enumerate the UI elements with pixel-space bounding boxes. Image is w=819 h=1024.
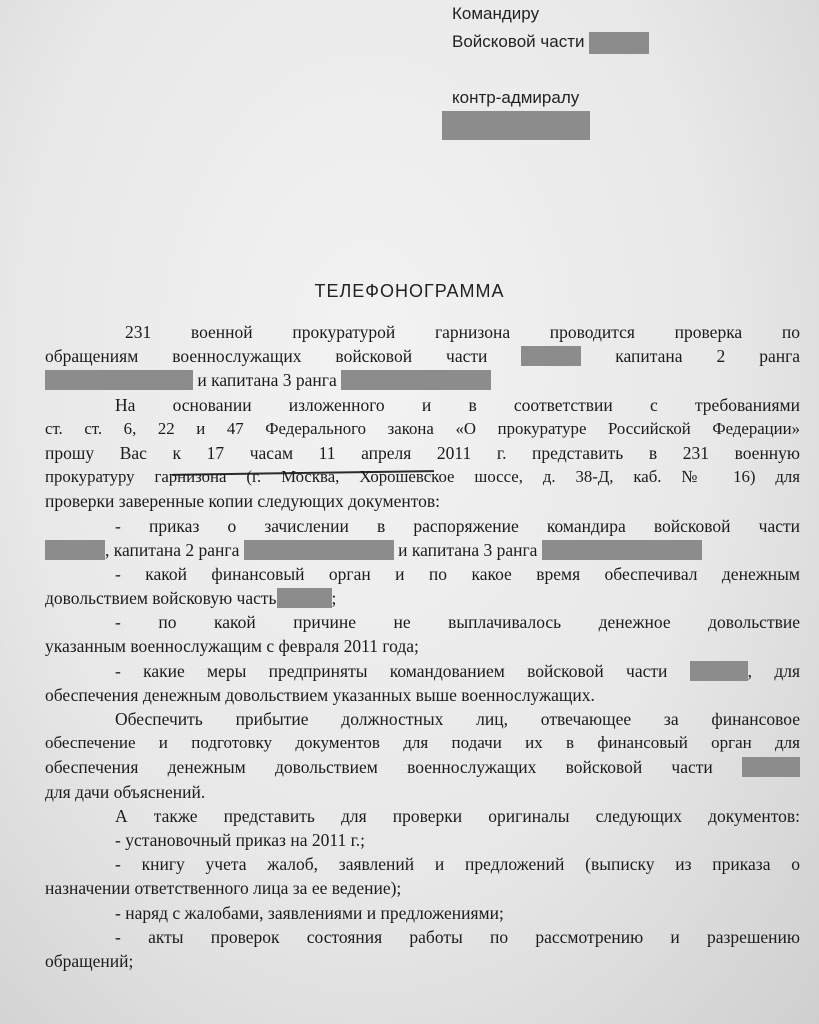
redaction-box [45, 370, 193, 390]
body-line [45, 344, 800, 368]
body-line: - какой финансовый орган и по какое время обеспечивал денежным [115, 563, 800, 584]
body-line: проверки заверенные копии следующих документов: [45, 491, 441, 512]
redaction-box [341, 370, 491, 390]
addressee-line-3 [452, 84, 649, 112]
body-text: капитана 2 ранга [615, 346, 801, 367]
addressee-rank-label: контр-адмиралу [452, 88, 580, 107]
redaction-box [244, 540, 394, 560]
body-line [45, 659, 800, 683]
body-line: - наряд с жалобами, заявлениями и предложениями; [115, 902, 504, 923]
addressee-block [452, 0, 649, 112]
redaction-box [45, 540, 105, 560]
body-text: обеспечения денежным довольствием военнослужащих войсковой части [45, 757, 713, 778]
body-line: - книгу учета жалоб, заявлений и предложений (выписку из приказа о [115, 854, 800, 875]
body-text: , капитана 2 ранга [105, 539, 240, 560]
redaction-box [442, 111, 590, 140]
body-line: обращений; [45, 950, 134, 971]
body-line: прошу Вас к 17 часам 11 апреля 2011 г. представить в 231 военную [45, 442, 800, 463]
body-line [45, 368, 800, 392]
body-text: довольствием войсковую часть [45, 588, 277, 609]
body-line: - по какой причине не выплачивалось денежное довольствие [115, 612, 800, 633]
body-line: назначении ответственного лица за ее ведение); [45, 878, 402, 899]
redaction-box [742, 757, 800, 777]
document-title: ТЕЛЕФОНОГРАММА [314, 281, 505, 301]
addressee-line-1: Командиру [452, 4, 540, 23]
redaction-box [521, 346, 581, 366]
body-line: указанным военнослужащим с февраля 2011 года; [45, 636, 419, 657]
body-line: прокуратуру гарнизона (г. Москва, Хорошевское шоссе, д. 38-Д, каб. № 16) для [45, 467, 800, 487]
body-line: Обеспечить прибытие должностных лиц, отвечающее за финансовое [115, 709, 800, 729]
body-text: обращениям военнослужащих войсковой части [45, 346, 488, 367]
body-text: ; [331, 588, 337, 609]
body-text: , для [747, 660, 800, 681]
body-line: - приказ о зачислении в распоряжение командира войсковой части [115, 515, 800, 536]
body-line [45, 586, 800, 610]
redaction-box [589, 32, 649, 54]
body-text: - какие меры предприняты командованием войсковой части [115, 660, 668, 681]
body-line [45, 538, 800, 562]
body-line: обеспечение и подготовку документов для подачи их в финансовый орган для [45, 733, 800, 753]
body-line: - акты проверок состояния работы по рассмотрению и разрешению [115, 926, 800, 947]
body-line: обеспечения денежным довольствием указанных выше военнослужащих. [45, 684, 595, 705]
body-text: и капитана 3 ранга [398, 539, 538, 560]
addressee-unit-label: Войсковой части [452, 32, 585, 51]
body-line: - установочный приказ на 2011 г.; [115, 829, 366, 850]
body-line [45, 755, 800, 779]
body-line: для дачи объяснений. [45, 781, 206, 802]
body-line: А также представить для проверки оригиналы следующих документов: [115, 805, 800, 826]
body-line: 231 военной прокуратурой гарнизона проводится проверка по [125, 322, 800, 342]
redaction-box [277, 588, 332, 608]
body-text: и капитана 3 ранга [197, 370, 337, 391]
addressee-line-2 [452, 28, 649, 56]
redaction-box [690, 661, 748, 681]
body-line: На основании изложенного и в соответствии с требованиями [115, 394, 800, 415]
document-body [45, 320, 800, 973]
redaction-box [542, 540, 702, 560]
body-line: ст. ст. 6, 22 и 47 Федерального закона «О прокуратуре Российской Федерации» [45, 418, 800, 438]
